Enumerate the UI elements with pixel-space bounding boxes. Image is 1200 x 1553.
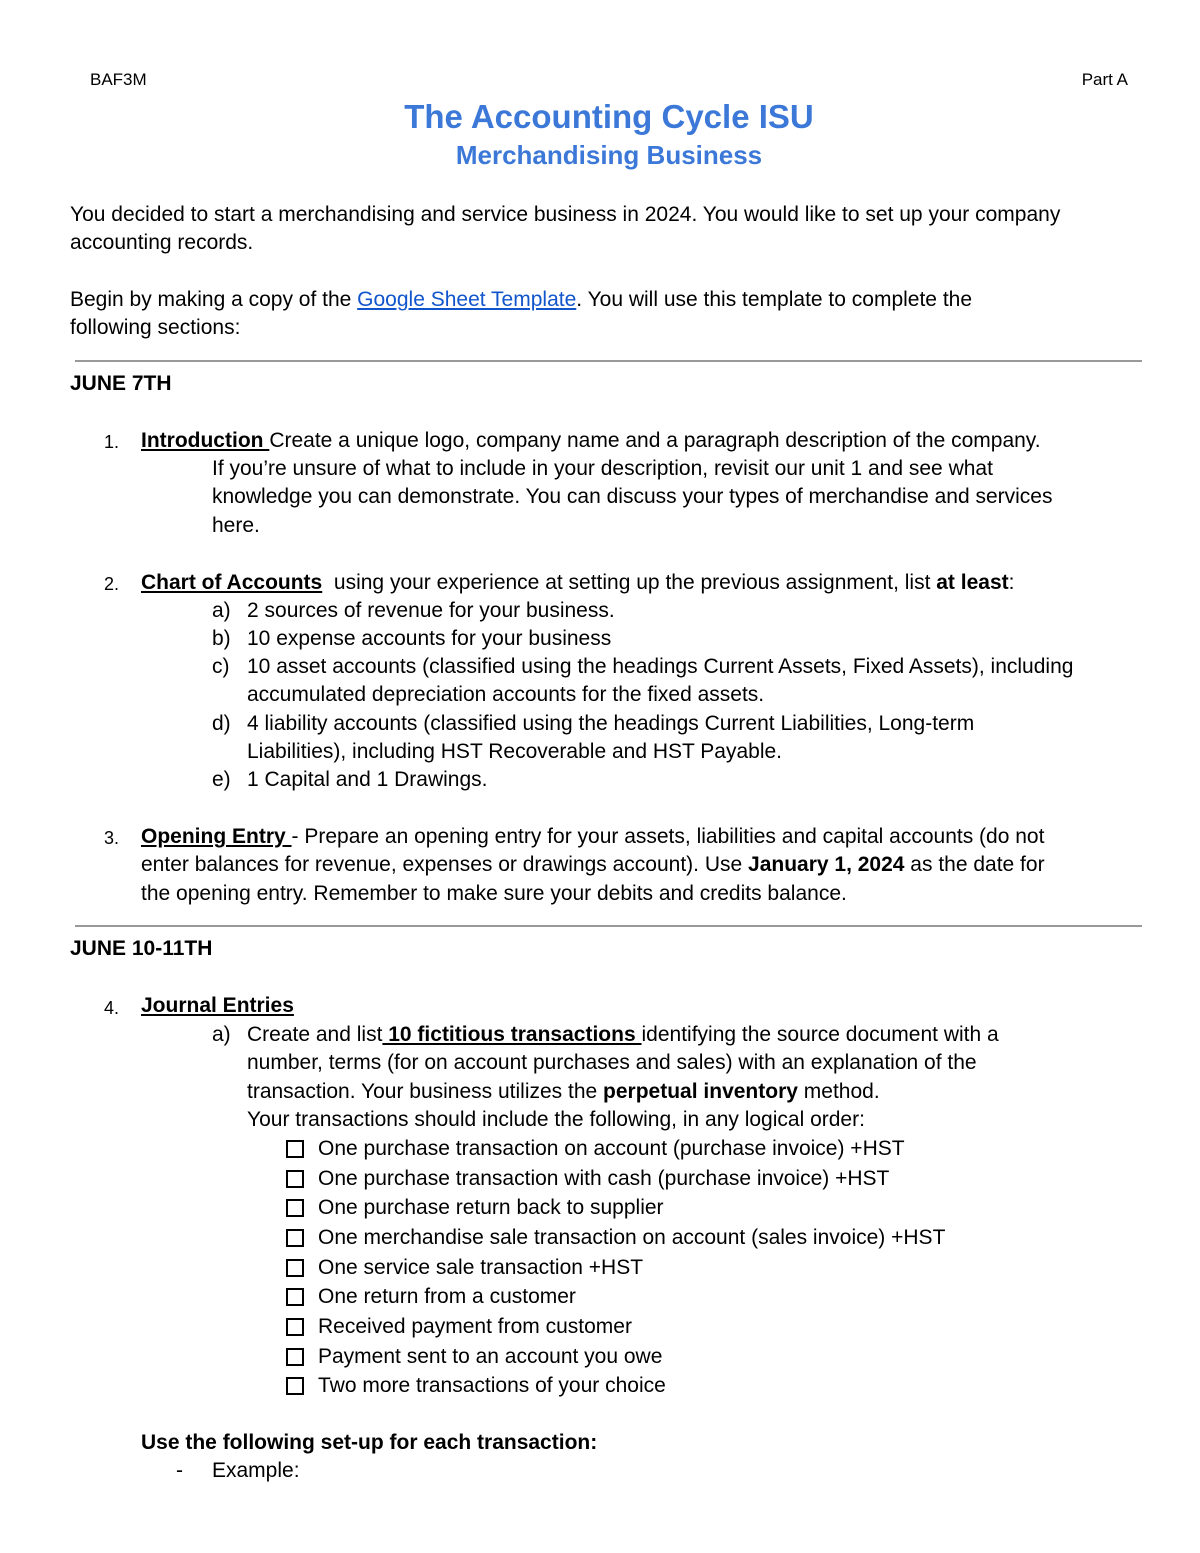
item-2-sub-c-line-2: accumulated depreciation accounts for the fixed assets. <box>247 683 765 707</box>
item-2-sub-e: 1 Capital and 1 Drawings. <box>247 768 488 791</box>
item-4-heading: Journal Entries <box>141 994 294 1017</box>
item-1-heading: Introduction <box>141 429 270 452</box>
item-2-sub-a: 2 sources of revenue for your business. <box>247 599 615 622</box>
part-label: Part A <box>1081 70 1128 89</box>
checklist-label: Received payment from customer <box>318 1315 632 1338</box>
checklist-item[interactable] <box>286 1283 576 1311</box>
item-2-sub-c <box>247 653 1147 710</box>
intro-line-2: accounting records. <box>70 231 254 255</box>
item-2-sub-a-letter: a) <box>212 599 231 622</box>
item-2-sub-d <box>247 710 1147 767</box>
item-2-bold: at least <box>936 571 1009 594</box>
item-4-line-3-pre: transaction. Your business utilizes the <box>247 1079 604 1103</box>
item-2-sub-d-line-2: Liabilities), including HST Recoverable and HST Payable. <box>247 740 783 764</box>
checklist-label: One service sale transaction +HST <box>318 1256 644 1279</box>
page-title: The Accounting Cycle ISU <box>404 98 814 135</box>
begin-line-1 <box>70 286 1160 314</box>
item-1-cont-3: here. <box>212 513 260 537</box>
checklist-item[interactable] <box>286 1313 632 1341</box>
item-4-line-3 <box>247 1078 1147 1106</box>
checklist-label: One merchandise sale transaction on account (sales invoice) +HST <box>318 1226 946 1249</box>
begin-pre: Begin by making a copy of the <box>70 288 358 311</box>
checkbox[interactable] <box>286 1229 304 1247</box>
item-3-line-3: the opening entry. Remember to make sure your debits and credits balance. <box>141 881 847 905</box>
item-4-line-2: number, terms (for on account purchases and sales) with an explanation of the <box>247 1051 977 1075</box>
item-2-sub-b: 10 expense accounts for your business <box>247 627 612 650</box>
item-4-line-1-pre: Create and list <box>247 1023 383 1046</box>
item-4-sub-a-letter: a) <box>212 1023 231 1046</box>
checkbox[interactable] <box>286 1377 304 1395</box>
item-3-date: January 1, 2024 <box>748 853 905 877</box>
section-heading-june-7: JUNE 7TH <box>70 372 172 395</box>
item-2-number: 2. <box>104 574 120 594</box>
item-2-heading: Chart of Accounts <box>141 571 323 594</box>
item-4-line-1-post: identifying the source document with a <box>641 1023 999 1046</box>
course-code: BAF3M <box>90 70 147 89</box>
checkbox[interactable] <box>286 1199 304 1217</box>
intro-paragraph <box>70 201 1160 258</box>
item-4-number: 4. <box>104 998 120 1018</box>
setup-dash: - <box>176 1459 183 1482</box>
checklist-label: One return from a customer <box>318 1285 576 1308</box>
checklist-item[interactable] <box>286 1165 889 1193</box>
item-2 <box>141 569 1141 597</box>
checklist-item[interactable] <box>286 1343 662 1371</box>
item-2-sub-d-line-1: 4 liability accounts (classified using the headings Current Liabilities, Long-term <box>247 712 975 735</box>
item-4-line-4: Your transactions should include the following, in any logical order: <box>247 1107 865 1131</box>
item-2-sub-c-letter: c) <box>212 655 230 678</box>
checklist-item[interactable] <box>286 1135 905 1163</box>
item-4-line-1-bold: 10 fictitious transactions <box>382 1023 642 1046</box>
item-3 <box>141 823 1141 908</box>
checklist-label: Two more transactions of your choice <box>318 1374 666 1397</box>
checklist-item[interactable] <box>286 1254 643 1282</box>
item-4-line-1 <box>247 1021 1147 1049</box>
intro-line-1: You decided to start a merchandising and service business in 2024. You would like to set up your company <box>70 203 1061 226</box>
begin-post: . You will use this template to complete the <box>576 288 973 311</box>
checklist-label: One purchase transaction with cash (purchase invoice) +HST <box>318 1167 890 1190</box>
google-sheet-template-link[interactable]: Google Sheet Template <box>357 288 577 311</box>
setup-heading: Use the following set-up for each transaction: <box>141 1431 598 1454</box>
section-heading-june-10-11: JUNE 10-11TH <box>70 937 213 960</box>
item-1-continuation <box>212 455 1142 540</box>
checkbox[interactable] <box>286 1170 304 1188</box>
checkbox[interactable] <box>286 1140 304 1158</box>
checklist-item[interactable] <box>286 1372 666 1400</box>
item-3-line-1 <box>141 823 1141 851</box>
checklist-label: Payment sent to an account you owe <box>318 1345 663 1368</box>
checkbox[interactable] <box>286 1348 304 1366</box>
item-4-line-3-post: method. <box>797 1079 880 1103</box>
page-subtitle: Merchandising Business <box>455 140 763 170</box>
item-2-text: using your experience at setting up the previous assignment, list <box>322 571 937 594</box>
item-3-line-2-pre: enter balances for revenue, expenses or drawings account). Use <box>141 853 749 877</box>
item-3-heading: Opening Entry <box>141 825 292 848</box>
item-1 <box>141 427 1141 455</box>
item-3-line-2 <box>141 851 1141 879</box>
item-3-line-2-post: as the date for <box>904 853 1045 877</box>
checkbox[interactable] <box>286 1288 304 1306</box>
checklist-label: One purchase return back to supplier <box>318 1196 664 1219</box>
item-1-cont-2: knowledge you can demonstrate. You can discuss your types of merchandise and services <box>212 485 1053 509</box>
item-2-sub-c-line-1: 10 asset accounts (classified using the headings Current Assets, Fixed Assets), including <box>247 655 1074 678</box>
item-3-text: - Prepare an opening entry for your assets, liabilities and capital accounts (do not <box>291 825 1045 848</box>
checkbox[interactable] <box>286 1259 304 1277</box>
item-2-sub-d-letter: d) <box>212 712 231 735</box>
checklist-item[interactable] <box>286 1194 664 1222</box>
divider <box>75 360 1142 362</box>
item-4-sub-a <box>247 1021 1147 1134</box>
item-2-sub-e-letter: e) <box>212 768 231 791</box>
divider <box>75 925 1142 927</box>
item-1-cont-1: If you’re unsure of what to include in your description, revisit our unit 1 and see what <box>212 457 993 480</box>
checklist-item[interactable] <box>286 1224 945 1252</box>
item-4-line-3-bold: perpetual inventory <box>603 1079 798 1103</box>
checkbox[interactable] <box>286 1318 304 1336</box>
begin-paragraph <box>70 286 1160 343</box>
item-2-sub-b-letter: b) <box>212 627 231 650</box>
item-2-end: : <box>1008 571 1015 594</box>
item-1-text: Create a unique logo, company name and a paragraph description of the company. <box>269 429 1041 452</box>
checklist-label: One purchase transaction on account (purchase invoice) +HST <box>318 1137 905 1160</box>
item-4 <box>141 992 1141 1020</box>
item-1-number: 1. <box>104 432 120 452</box>
begin-line-2: following sections: <box>70 316 241 340</box>
item-3-number: 3. <box>104 828 120 848</box>
setup-example: Example: <box>212 1459 300 1482</box>
